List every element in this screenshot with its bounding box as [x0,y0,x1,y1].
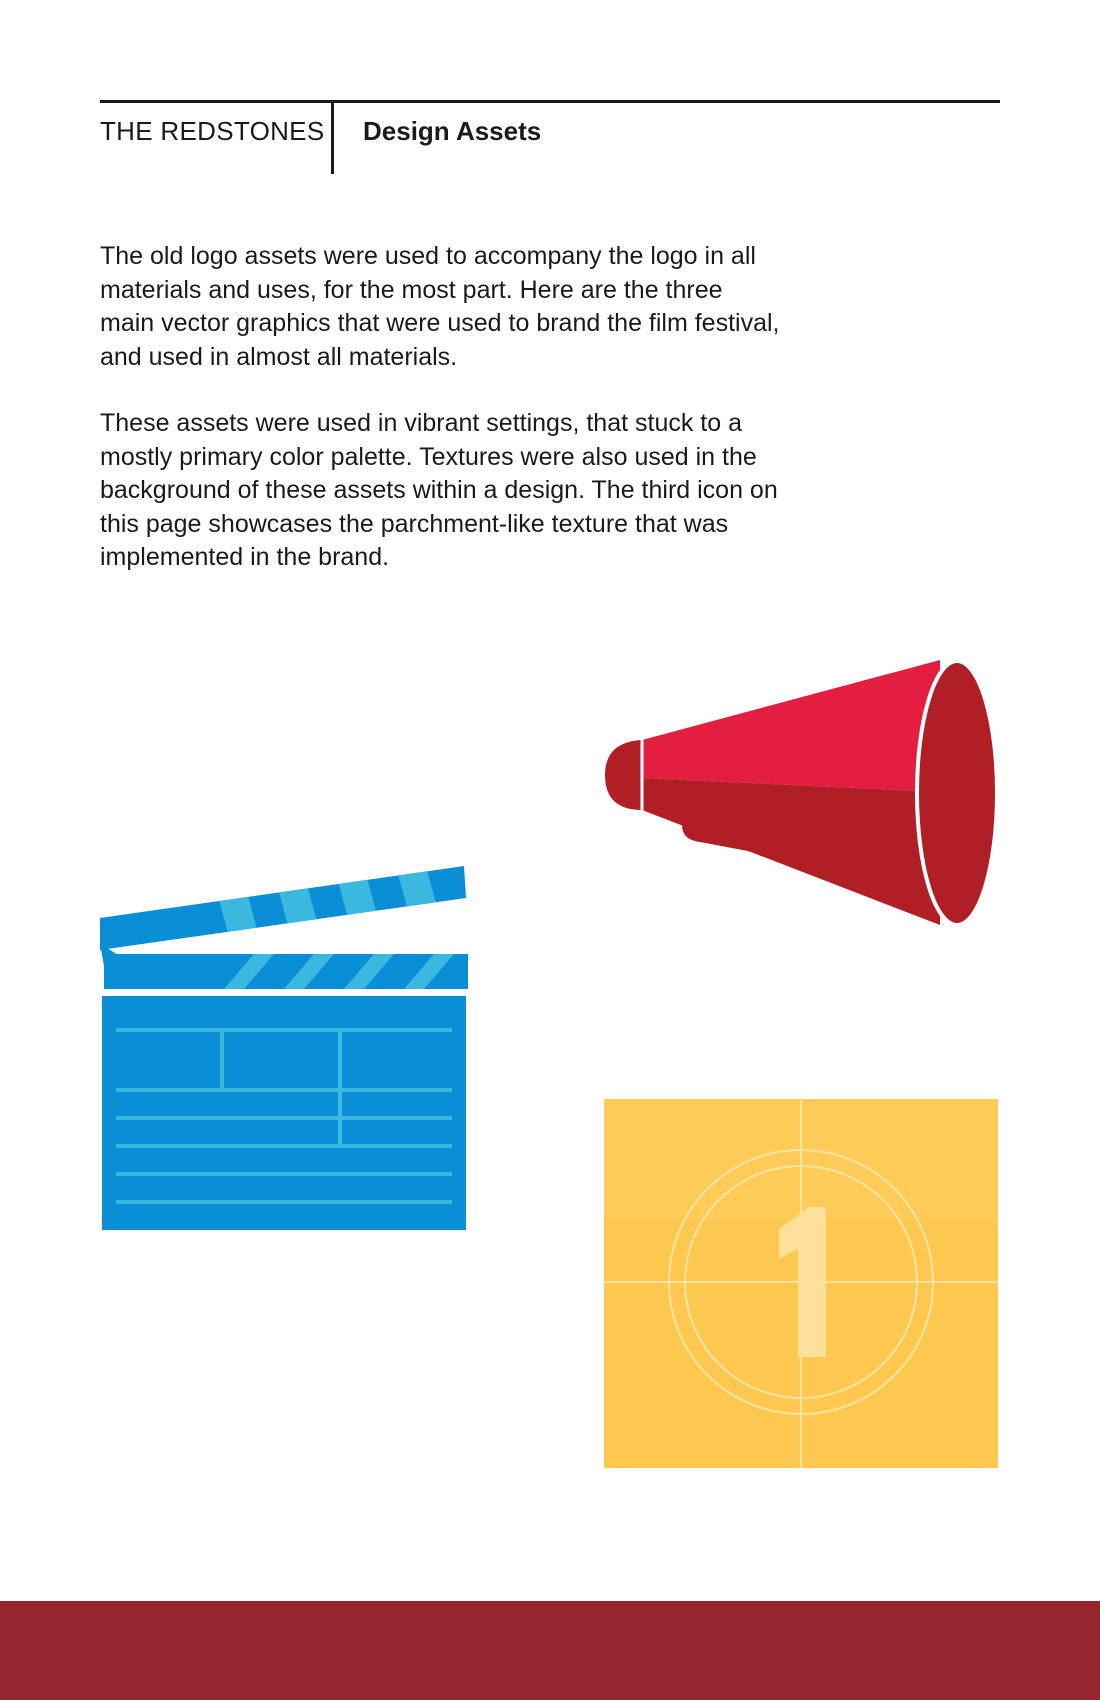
footer-band [0,1601,1100,1700]
film-countdown-icon [604,1099,998,1468]
paragraph-1: The old logo assets were used to accompany the logo in all materials and uses, for the most part. Here are the three main vector graphics that were used to brand the film festival, and used in almost all materials. [100,242,780,371]
header-divider [331,100,334,174]
header-rule [100,100,1000,103]
brand-name: THE REDSTONES [100,116,325,146]
megaphone-icon [600,650,1005,940]
clapperboard-icon [98,862,470,1232]
section-title: Design Assets [363,116,542,146]
body-text [100,240,780,608]
paragraph-2: These assets were used in vibrant settings, that stuck to a mostly primary color palette. Textures were also used in the background of these assets within a design. The third icon on this page showcases the parchment-like texture that was implemented in the brand. [100,409,778,571]
